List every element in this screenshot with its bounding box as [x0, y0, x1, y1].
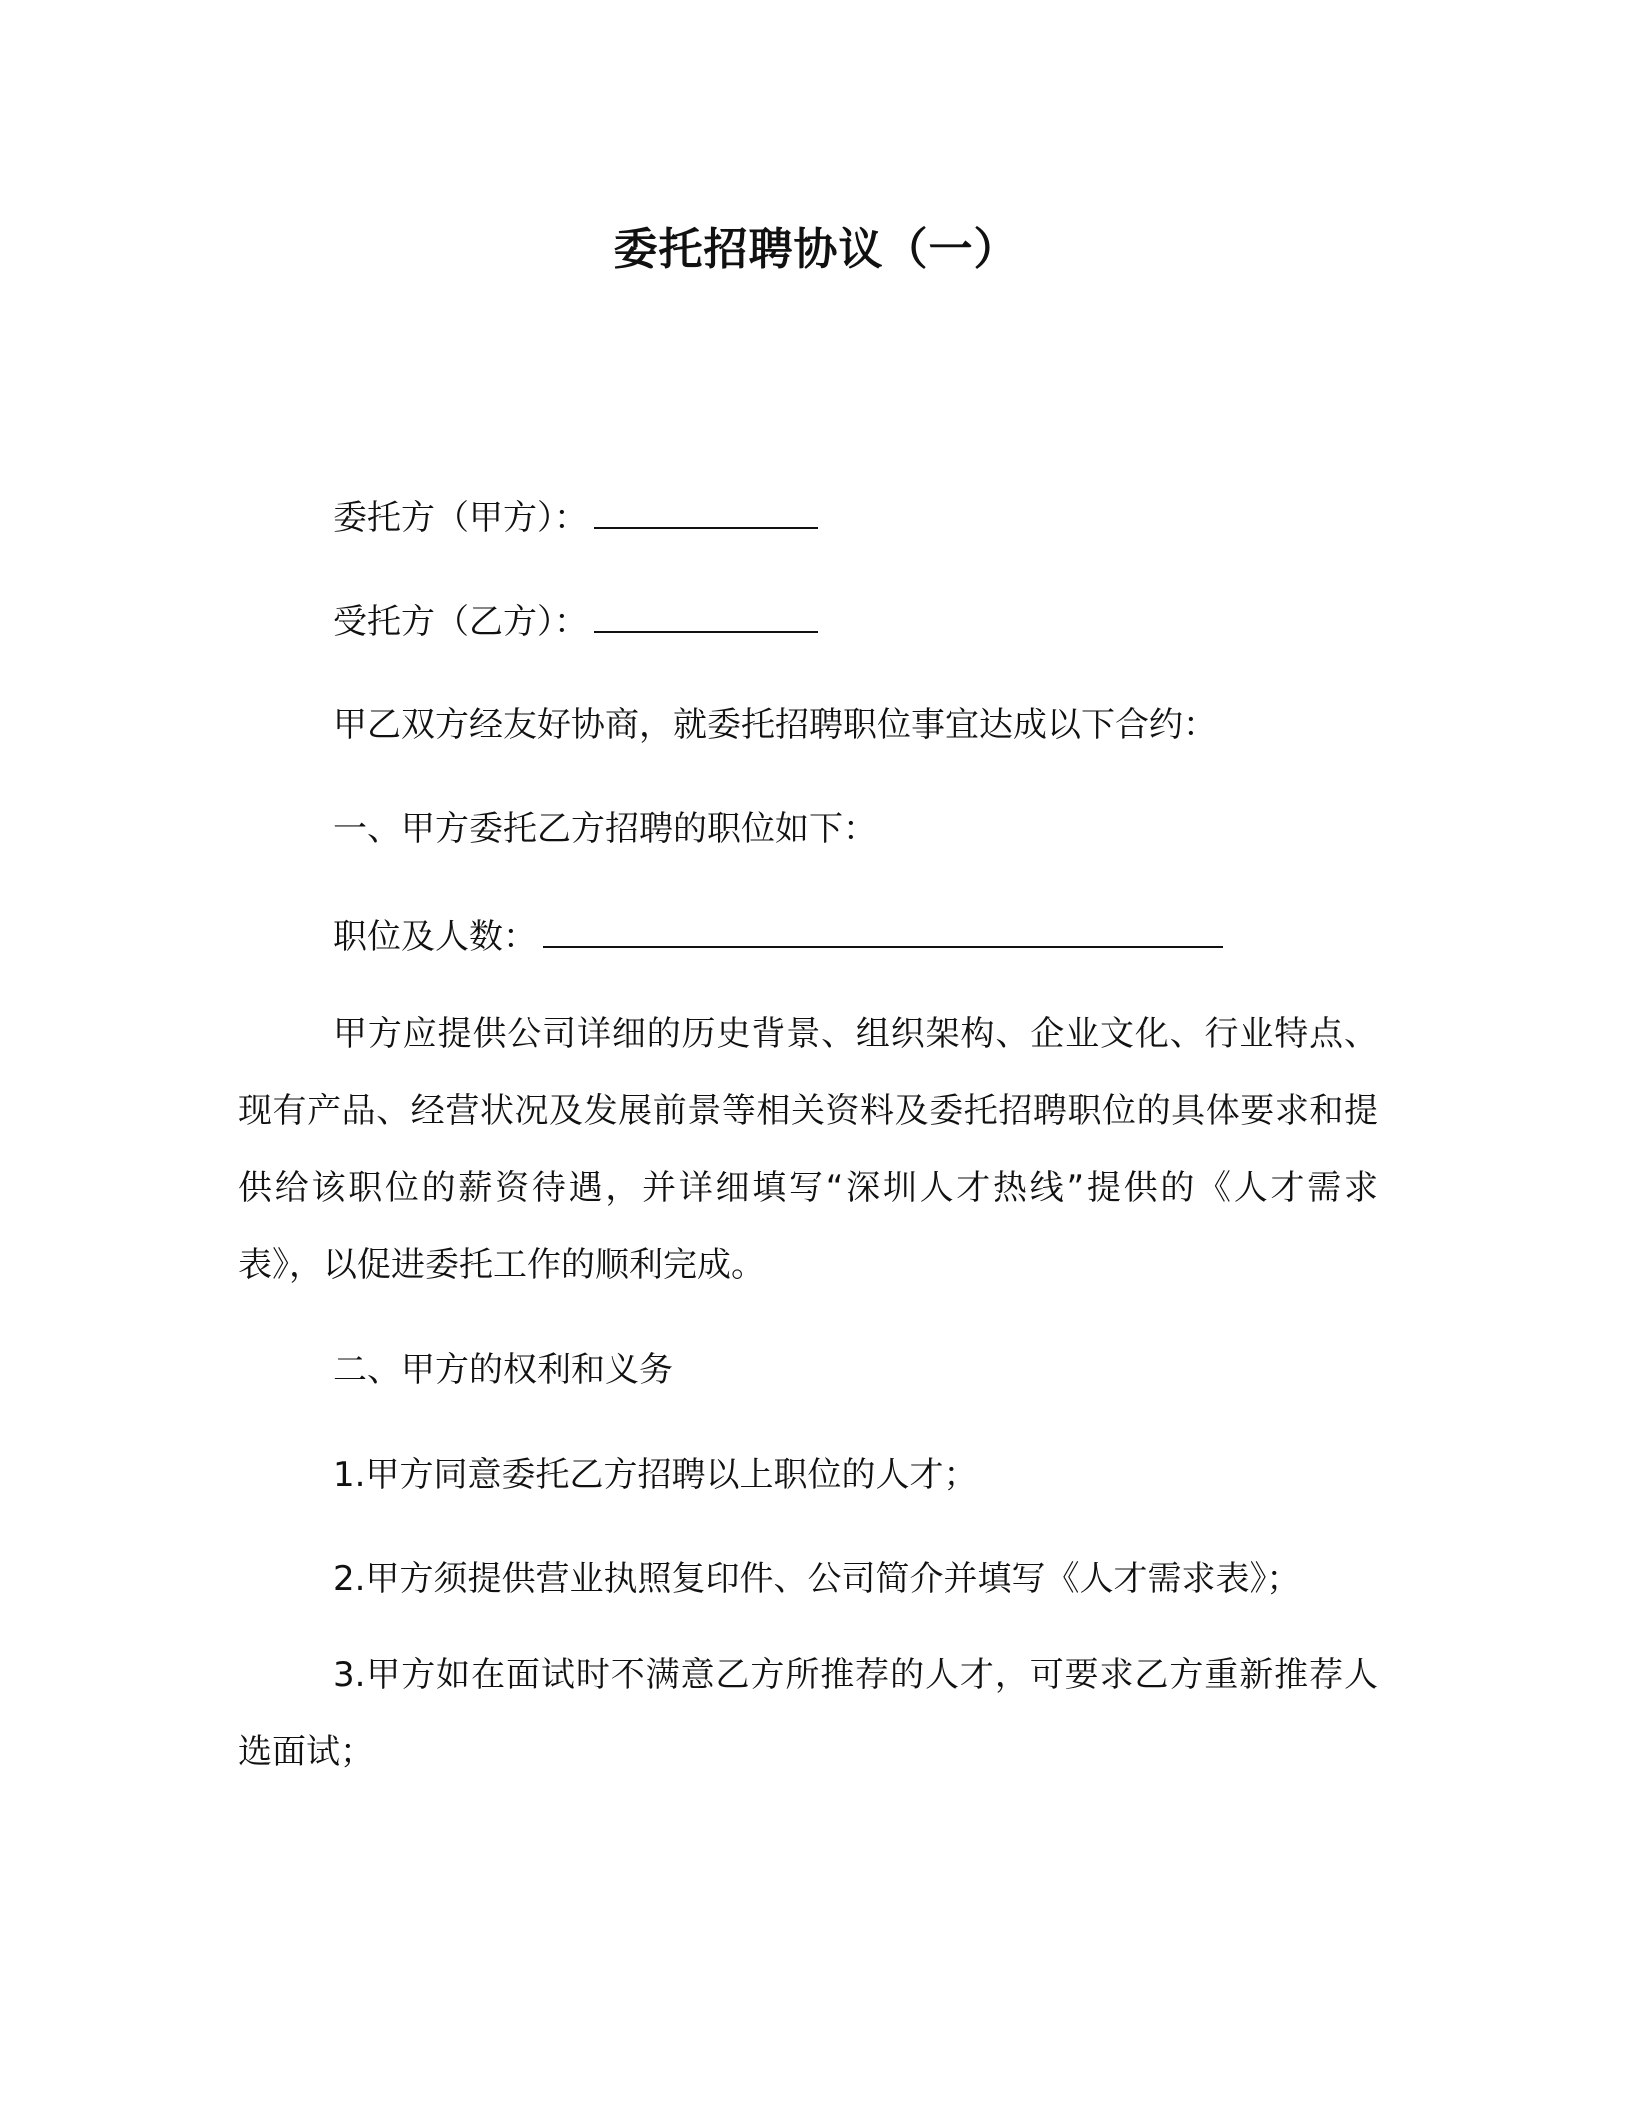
party-a-line [333, 496, 818, 540]
section2-heading: 二、甲方的权利和义务 [333, 1350, 673, 1390]
item-2: 2.甲方须提供营业执照复印件、公司简介并填写《人才需求表》； [333, 1559, 1301, 1599]
section1-paragraph: 甲方应提供公司详细的历史背景、组织架构、企业文化、行业特点、现有产品、经营状况及发展前景等相关资料及委托招聘职位的具体要求和提供给该职位的薪资待遇，并详细填写“深圳人才热线”提供的《人才需求表》，以促进委托工作的顺利完成。 [238, 1014, 1378, 1285]
intro-text: 甲乙双方经友好协商，就委托招聘职位事宜达成以下合约： [333, 705, 1217, 745]
party-a-label: 委托方（甲方）： [333, 498, 588, 538]
positions-label: 职位及人数： [333, 917, 537, 957]
party-b-label: 受托方（乙方）： [333, 602, 588, 642]
positions-blank [543, 945, 1223, 948]
party-b-line [333, 600, 818, 644]
item-3: 3.甲方如在面试时不满意乙方所推荐的人才，可要求乙方重新推荐人选面试； [238, 1655, 1378, 1772]
document-title: 委托招聘协议（一） [613, 224, 1019, 275]
section1-heading: 一、甲方委托乙方招聘的职位如下： [333, 809, 877, 849]
positions-line [333, 915, 1223, 959]
party-a-blank [594, 526, 818, 529]
party-b-blank [594, 630, 818, 633]
item-1: 1.甲方同意委托乙方招聘以上职位的人才； [333, 1455, 978, 1495]
